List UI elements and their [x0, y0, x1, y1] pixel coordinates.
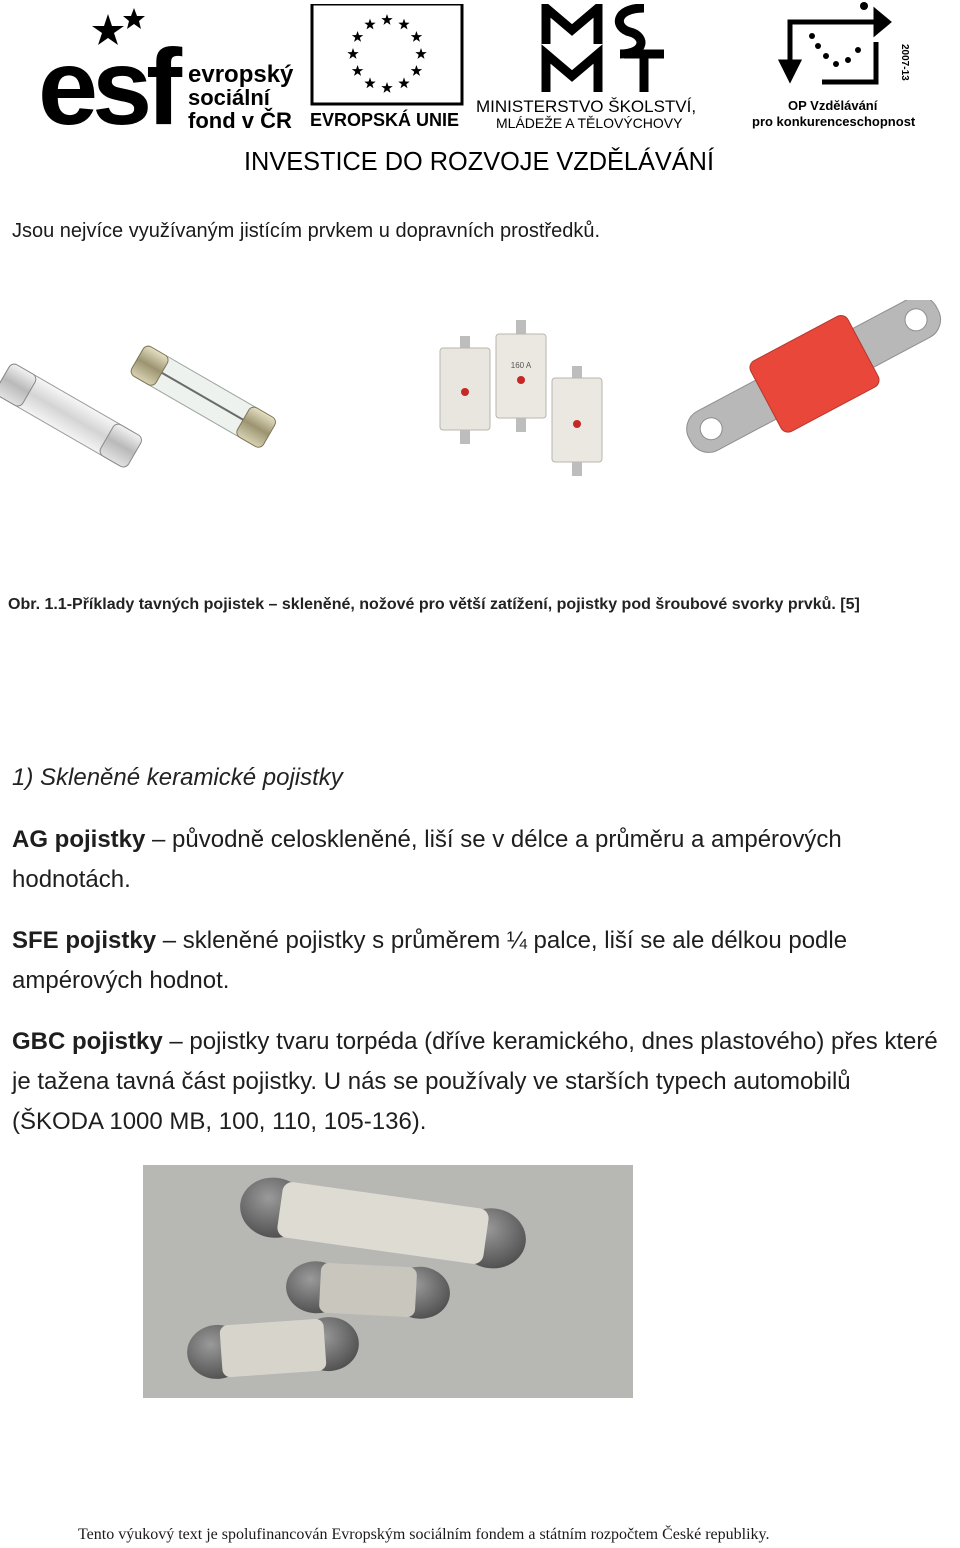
eu-star-icon: [381, 82, 392, 93]
eu-star-icon: [381, 14, 392, 25]
invest-banner: [244, 142, 716, 176]
glass-fuse-icon: [0, 362, 144, 469]
op-arrow-icon: [782, 12, 888, 82]
eu-star-icon: [411, 31, 423, 42]
paragraph-sfe-text: – skleněné pojistky s průměrem ¼ palce, liší se ale délkou podle ampérových hodnot.: [12, 927, 848, 994]
term-gbc: GBC pojistky: [12, 1028, 163, 1055]
gbc-fuses-photo: [143, 1165, 633, 1398]
section-heading: 1) Skleněné keramické pojistky: [12, 764, 343, 791]
torpedo-fuse-icon: [285, 1260, 451, 1321]
esf-logo: [38, 4, 300, 130]
esf-line2: sociální: [188, 85, 270, 110]
esf-line1: evropský: [188, 61, 294, 88]
paragraph-ag: [12, 820, 942, 900]
svg-text:esf: esf: [38, 26, 177, 130]
eu-star-icon: [398, 77, 409, 88]
paragraph-gbc: [12, 1022, 942, 1142]
op-line2: pro konkurenceschopnost: [752, 114, 916, 129]
op-years: 2007-13: [899, 44, 910, 81]
eu-label: EVROPSKÁ UNIE: [310, 110, 460, 130]
glass-fuse-icon: [129, 344, 278, 449]
eu-stars-icon: [347, 14, 426, 93]
eu-star-icon: [352, 65, 364, 76]
eu-logo: [310, 4, 464, 130]
knife-fuse-icon: [440, 320, 602, 476]
op-line1: OP Vzdělávání: [788, 98, 878, 113]
eu-star-icon: [347, 48, 358, 59]
eu-star-icon: [364, 19, 375, 30]
figure-caption: Obr. 1.1-Příklady tavných pojistek – skleněné, nožové pro větší zatížení, pojistky pod šroubové svorky prvků. [5]: [8, 596, 860, 613]
msmt-line2: MLÁDEŽE A TĚLOVÝCHOVY: [496, 115, 683, 130]
paragraph-ag-text: – původně celoskleněné, liší se v délce a průměru a ampérových hodnotách.: [12, 826, 842, 893]
fuse-types-figure: [0, 300, 960, 490]
eu-star-icon: [352, 31, 364, 42]
msmt-logo: [474, 4, 740, 130]
term-ag: AG pojistky: [12, 826, 146, 853]
paragraph-gbc-text: – pojistky tvaru torpéda (dříve keramického, dnes plastového) přes které je tažena tavná část pojistky. U nás se používaly ve starších typech automobilů (ŠKODA 1000 MB, 100, 110, 105-136).: [12, 1028, 938, 1135]
op-logo: [752, 2, 932, 130]
msmt-monogram-icon: [546, 8, 664, 92]
intro-text: Jsou nejvíce využívaným jistícím prvkem u dopravních prostředků.: [12, 220, 601, 242]
paragraph-sfe: [12, 921, 942, 1001]
msmt-line1: MINISTERSTVO ŠKOLSTVÍ,: [476, 97, 697, 116]
eu-star-icon: [364, 77, 375, 88]
eu-star-icon: [411, 65, 423, 76]
knife-fuse-rating: 160 A: [510, 361, 532, 370]
esf-line3: fond v ČR: [188, 108, 292, 130]
footer-note: Tento výukový text je spolufinancován Evropským sociálním fondem a státním rozpočtem České republiky.: [78, 1526, 770, 1543]
eu-star-icon: [415, 48, 426, 59]
strip-fuse-icon: [671, 300, 956, 475]
eu-star-icon: [398, 19, 409, 30]
invest-text: INVESTICE DO ROZVOJE VZDĚLÁVÁNÍ: [244, 146, 715, 176]
term-sfe: SFE pojistky: [12, 927, 157, 954]
